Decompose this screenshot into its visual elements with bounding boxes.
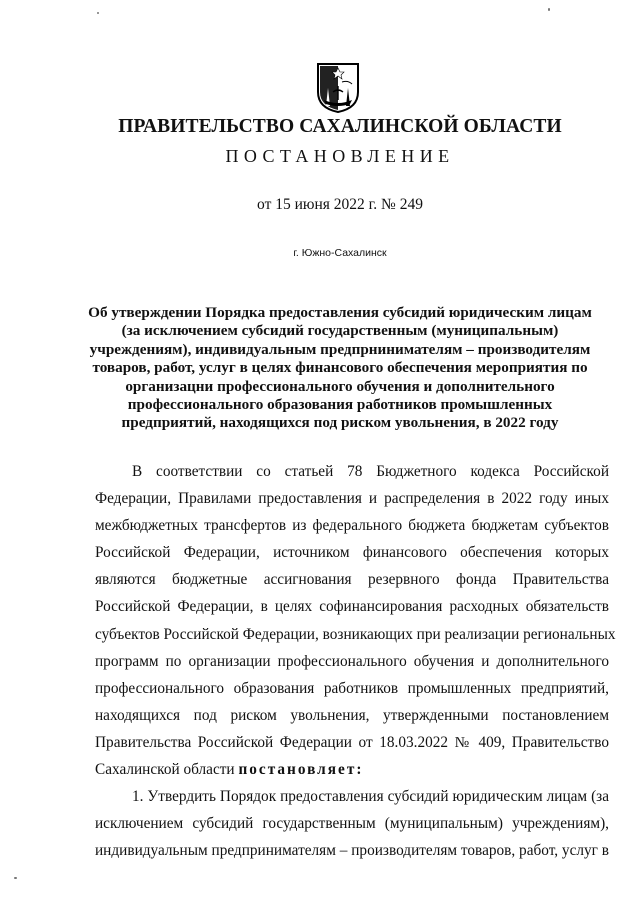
body-line-text: Сахалинской области bbox=[95, 761, 239, 779]
title-line: профессионального образования работников промышленных bbox=[127, 396, 553, 414]
title-line: организацни профессионального обучения и дополнительного bbox=[125, 377, 555, 395]
document-body bbox=[95, 458, 616, 864]
date-and-number: от 15 июня 2022 г. № 249 bbox=[257, 196, 423, 213]
body-line: профессионального образования работников промышленных предприятий, bbox=[95, 679, 609, 697]
organization-name: ПРАВИТЕЛЬСТВО САХАЛИНСКОЙ ОБЛАСТИ bbox=[118, 116, 562, 137]
item-line: индивидуальным предпринимателям – производителям товаров, работ, услуг в bbox=[95, 842, 609, 860]
title-line: (за исключением субсидий государственным (муниципальным) bbox=[121, 322, 559, 340]
title-line: Об утверждении Порядка предоставления субсидий юридическим лицам bbox=[88, 304, 592, 321]
body-line: программ по организации профессионального обучения и дополнительного bbox=[95, 652, 609, 670]
title-line: учреждениям), индивидуальным предпрнинимателям – производителям bbox=[89, 340, 591, 358]
item-line: исключением субсидий государственным (муниципальным) учреждениям), bbox=[95, 815, 609, 833]
scan-speck bbox=[97, 12, 99, 14]
document-title bbox=[80, 304, 600, 433]
body-line-decree bbox=[95, 756, 609, 783]
body-line: Российской Федерации, в целях софинансирования расходных обязательств bbox=[95, 598, 609, 616]
body-line: субъектов Российской Федерации, возникающих при реализации региональных bbox=[95, 625, 616, 643]
body-line: находящихся под риском увольнения, утвержденными постановлением bbox=[95, 706, 609, 724]
scan-speck bbox=[548, 8, 550, 11]
title-line: товаров, работ, услуг в целях финансового обеспечения мероприятия по bbox=[92, 359, 588, 377]
coat-of-arms-icon bbox=[316, 62, 360, 114]
body-line: межбюджетных трансфертов из федерального бюджета бюджетам субъектов bbox=[95, 517, 609, 535]
scan-speck bbox=[14, 877, 17, 879]
body-line: являются бюджетные ассигнования резервного фонда Правительства bbox=[95, 571, 609, 589]
title-line: предприятий, находящихся под риском увольнения, в 2022 году bbox=[121, 414, 559, 432]
item-line: 1. Утвердить Порядок предоставления субсидий юридическим лицам (за bbox=[132, 788, 609, 806]
body-line: В соответствии со статьей 78 Бюджетного кодекса Российской bbox=[132, 463, 609, 480]
city-name: г. Южно-Сахалинск bbox=[293, 247, 387, 259]
body-line: Российской Федерации, источником финансового обеспечения которых bbox=[95, 544, 609, 562]
body-line: Правительства Российской Федерации от 18.03.2022 № 409, Правительство bbox=[95, 733, 609, 751]
decree-word: постановляет: bbox=[238, 761, 364, 779]
document-type: ПОСТАНОВЛЕНИЕ bbox=[225, 146, 455, 166]
body-line: Федерации, Правилами предоставления и распределения в 2022 году иных bbox=[95, 490, 609, 508]
